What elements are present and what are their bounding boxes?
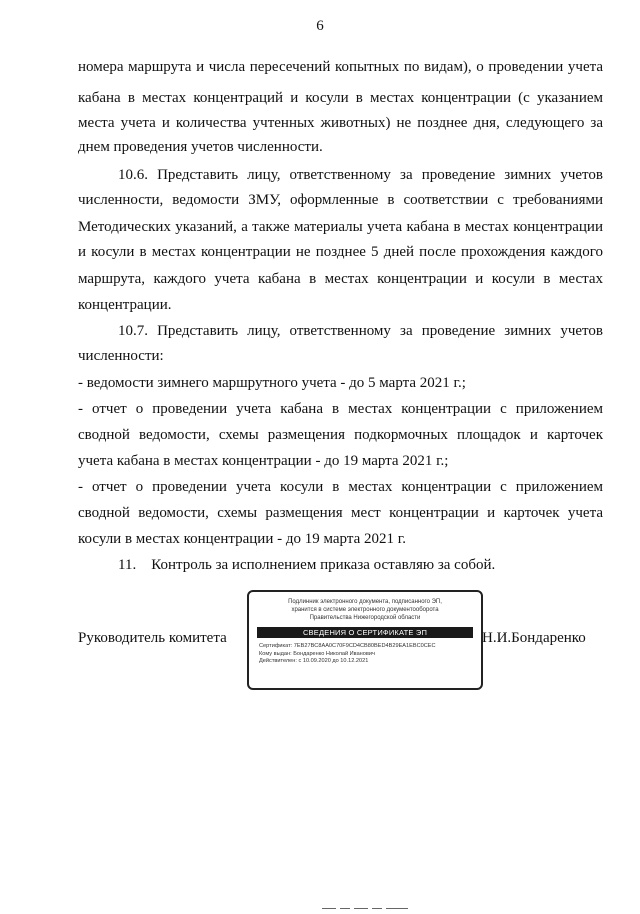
body-line: кабана в местах концентраций и косули в местах концентрации (с указанием bbox=[78, 90, 603, 106]
page-number: 6 bbox=[316, 18, 324, 34]
signer-name: Н.И.Бондаренко bbox=[482, 630, 586, 646]
body-line: номера маршрута и числа пересечений копытных по видам), о проведении учета bbox=[78, 59, 603, 75]
stamp-certificate-id: Сертификат: 7EB27BC8AA0C70F9CD4CB80BED4B29EA1EBC0CEC bbox=[259, 643, 436, 649]
body-line: численности: bbox=[78, 348, 164, 364]
stamp-header-line: хранится в системе электронного документооборота bbox=[291, 607, 439, 613]
stamp-header bbox=[249, 598, 481, 622]
stamp-validity: Действителен: с 10.09.2020 до 10.12.2021 bbox=[259, 658, 369, 664]
list-item: - отчет о проведении учета кабана в местах концентрации с приложением bbox=[78, 401, 603, 417]
paragraph-11-line: 11. Контроль за исполнением приказа оставляю за собой. bbox=[118, 557, 496, 573]
e-signature-stamp bbox=[247, 590, 483, 690]
list-item-continuation: сводной ведомости, схемы размещения мест концентрации и карточек учета bbox=[78, 505, 603, 521]
body-line: маршрута, каждого учета кабана в местах концентрации и косули в местах bbox=[78, 271, 603, 287]
list-item-continuation: учета кабана в местах концентрации - до 19 марта 2021 г.; bbox=[78, 453, 449, 469]
body-line: Методических указаний, а также материалы учета кабана в местах концентрации bbox=[78, 219, 603, 235]
list-item-continuation: сводной ведомости, схемы размещения подкормочных площадок и карточек bbox=[78, 427, 603, 443]
signer-title: Руководитель комитета bbox=[78, 630, 227, 646]
list-item: - отчет о проведении учета косули в местах концентрации с приложением bbox=[78, 479, 603, 495]
stamp-certificate-bar: СВЕДЕНИЯ О СЕРТИФИКАТЕ ЭП bbox=[257, 627, 473, 638]
signature-block bbox=[0, 590, 640, 700]
body-line: концентрации. bbox=[78, 297, 172, 313]
paragraph-10-7-line: 10.7. Представить лицу, ответственному за проведение зимних учетов bbox=[118, 323, 603, 339]
body-line: численности, ведомости ЗМУ, оформленные в соответствии с требованиями bbox=[78, 192, 603, 208]
body-line: и косули в местах концентрации не позднее 5 дней после прохождения каждого bbox=[78, 244, 603, 260]
footer-marks bbox=[322, 896, 442, 898]
paragraph-10-6-line: 10.6. Представить лицу, ответственному за проведение зимних учетов bbox=[118, 167, 603, 183]
body-line: днем проведения учетов численности. bbox=[78, 139, 323, 155]
stamp-header-line: Правительства Нижегородской области bbox=[309, 615, 421, 621]
list-item-continuation: косули в местах концентрации - до 19 марта 2021 г. bbox=[78, 531, 406, 547]
list-item: - ведомости зимнего маршрутного учета - до 5 марта 2021 г.; bbox=[78, 375, 466, 391]
stamp-issued-to: Кому выдан: Бондаренко Николай Иванович bbox=[259, 650, 375, 657]
body-line: места учета и количества учтенных животных) не позднее дня, следующего за bbox=[78, 115, 603, 131]
stamp-certificate-details bbox=[259, 643, 481, 666]
stamp-header-line: Подлинник электронного документа, подписанного ЭП, bbox=[288, 599, 442, 605]
